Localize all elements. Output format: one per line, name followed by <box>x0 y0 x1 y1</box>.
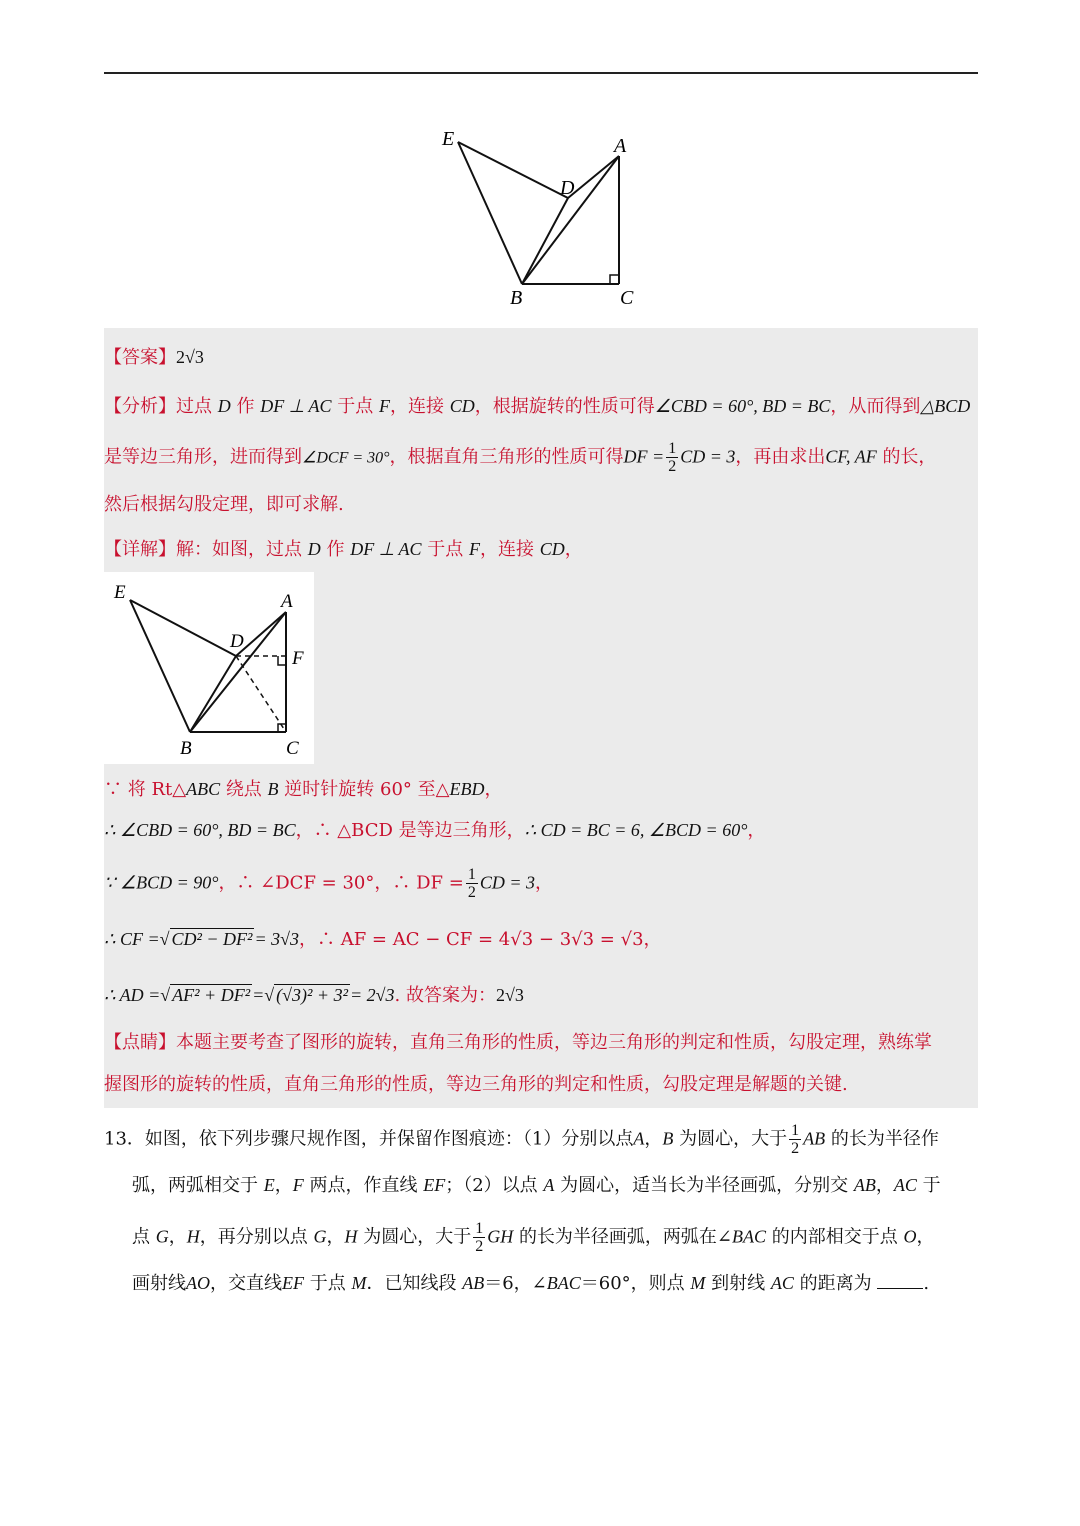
text: ， <box>326 1226 345 1248</box>
math: GH <box>487 1226 514 1247</box>
math: AB <box>803 1128 826 1149</box>
math: F <box>292 1175 304 1195</box>
text: 画射线 <box>132 1273 186 1294</box>
text: ， <box>564 539 583 560</box>
math: EBD <box>449 779 485 799</box>
math: AC <box>893 1175 917 1195</box>
math: B <box>662 1128 674 1149</box>
answer-value: 2√3 <box>176 347 204 367</box>
analysis-line-3: 然后根据勾股定理，即可求解. <box>104 494 344 515</box>
math: G <box>155 1226 169 1247</box>
question-number: 13． <box>104 1128 145 1150</box>
geometry-figure-1 <box>430 120 650 310</box>
text: 逆时针旋转 60° 至△ <box>284 779 450 800</box>
math: H <box>186 1226 200 1247</box>
text: ；（2）以点 <box>445 1175 538 1196</box>
text: 作 <box>236 396 255 417</box>
text: 的内部相交于点 <box>771 1226 898 1248</box>
text: 于点 <box>309 1273 346 1294</box>
text: ， <box>644 1128 663 1150</box>
analysis-line-2 <box>104 440 936 475</box>
math: ∠DCF = 30° <box>302 449 390 467</box>
segment-EB <box>458 142 522 284</box>
math: EF <box>282 1273 304 1293</box>
math: BAC <box>732 1226 767 1247</box>
text: ，∴ DF = <box>374 872 464 894</box>
segment-ED <box>458 142 568 198</box>
text: 两点，作直线 <box>309 1175 418 1196</box>
text: ，∴ AF = AC − CF = 4√3 − 3√3 = √3 <box>298 929 644 950</box>
math: ∴ AD = <box>104 985 161 1005</box>
analysis-line-1 <box>104 393 970 420</box>
header-rule <box>104 72 978 74</box>
text: 的距离为 <box>799 1273 872 1294</box>
text: ，再分别以点 <box>199 1226 308 1248</box>
math: ∴ CD = BC = 6, ∠BCD = 60° <box>524 820 748 840</box>
text: ，∴ △BCD <box>295 820 393 841</box>
detail-step-3 <box>104 866 553 901</box>
math: AO <box>186 1273 210 1293</box>
math: CD <box>539 539 565 559</box>
math: = 3√3 <box>254 929 299 949</box>
math: DF ⊥ AC <box>260 396 332 416</box>
right-angle-mark-F <box>278 656 286 665</box>
sqrt-expression: √ AF² + DF² <box>160 985 251 1005</box>
text: 如图，依下列步骤尺规作图，并保留作图痕迹：（1）分别以点 <box>144 1128 634 1150</box>
math: AC <box>770 1273 794 1293</box>
text: ＝60°，则点 <box>580 1273 685 1294</box>
label-A: A <box>614 135 627 157</box>
math: ABC <box>186 779 221 799</box>
geometry-figure-2-panel <box>104 572 314 764</box>
segment-BD <box>522 198 568 284</box>
text: . 故答案为： <box>394 985 496 1006</box>
label-D: D <box>560 177 575 199</box>
label-B: B <box>180 738 192 759</box>
label-E: E <box>114 582 126 603</box>
math: M <box>690 1273 706 1293</box>
text: 本题主要考查了图形的旋转，直角三角形的性质，等边三角形的判定和性质，勾股定理，熟练掌 <box>176 1032 932 1053</box>
math: = <box>252 985 265 1005</box>
text: 的长为半径作 <box>830 1128 939 1150</box>
math: E <box>263 1175 275 1195</box>
question-13-line-2 <box>132 1172 941 1199</box>
detail-tag: 【详解】 <box>104 539 176 560</box>
text: ＝6，∠ <box>484 1273 547 1294</box>
text: 为圆心，大于 <box>679 1128 788 1150</box>
sqrt-expression: √ CD² − DF² <box>159 929 253 949</box>
text: 是等边三角形， <box>398 820 525 841</box>
text: 到射线 <box>711 1273 766 1294</box>
math: CD <box>449 396 475 416</box>
segment-ED <box>130 600 236 656</box>
text: 的长为半径画弧，两弧在∠ <box>518 1226 733 1248</box>
math: D <box>307 539 321 559</box>
answer-tag: 【答案】 <box>104 347 176 368</box>
text: . <box>923 1273 930 1294</box>
segment-BD <box>190 656 236 732</box>
math: DF ⊥ AC <box>350 539 422 559</box>
analysis-tag: 【分析】 <box>104 396 176 417</box>
text: 是等边三角形，进而得到 <box>104 446 302 468</box>
math: BAC <box>546 1273 581 1293</box>
math: ∵ ∠BCD = 90° <box>104 872 219 893</box>
detail-step-1 <box>104 776 502 803</box>
detail-step-5 <box>104 982 524 1009</box>
text: 点 <box>132 1226 150 1248</box>
label-C: C <box>286 738 299 759</box>
text: ，∴ ∠DCF = 30° <box>218 872 375 894</box>
text: ， <box>168 1226 187 1248</box>
fraction-half: $\frac{1}{2}$ <box>791 1122 800 1157</box>
text: ， <box>747 820 766 841</box>
math: F <box>379 396 391 416</box>
comment-line-2: 握图形的旋转的性质，直角三角形的性质，等边三角形的判定和性质，勾股定理是解题的关键. <box>104 1074 848 1095</box>
math: CD = 3 <box>479 872 535 893</box>
text: ．已知线段 <box>366 1273 457 1294</box>
geometry-figure-2 <box>104 572 314 764</box>
text: ，连接 <box>390 396 445 417</box>
fraction-half: $\frac{1}{2}$ <box>467 866 476 901</box>
text: ， <box>875 1175 894 1196</box>
text: ， <box>916 1226 935 1248</box>
math: G <box>313 1226 327 1247</box>
math: B <box>267 779 279 799</box>
text: 于点 <box>337 396 374 417</box>
segment-EB <box>130 600 190 732</box>
math: A <box>633 1128 645 1149</box>
text: 为圆心，大于 <box>363 1226 472 1248</box>
text: ∵ 将 Rt△ <box>104 779 187 800</box>
question-13-line-1 <box>104 1122 939 1157</box>
text: ， <box>484 779 503 800</box>
math: O <box>903 1226 917 1247</box>
math: DF = <box>623 446 665 467</box>
segment-BA <box>190 612 286 732</box>
math: A <box>543 1175 555 1195</box>
fraction-half: $\frac{1}{2}$ <box>475 1220 484 1255</box>
math: △BCD <box>920 396 971 416</box>
text: 于点 <box>427 539 464 560</box>
text: ，根据旋转的性质可得 <box>474 396 655 417</box>
math: CD = 3 <box>680 446 736 467</box>
math: EF <box>423 1175 446 1195</box>
text: ，根据直角三角形的性质可得 <box>389 446 624 468</box>
text: 解：如图，过点 <box>176 539 302 560</box>
label-F: F <box>292 648 304 669</box>
text: ，再由求出 <box>735 446 826 468</box>
answer-line <box>104 344 204 371</box>
label-A: A <box>281 591 293 612</box>
math: M <box>351 1273 367 1293</box>
label-E: E <box>442 128 455 150</box>
detail-step-4 <box>104 926 662 953</box>
answer-blank[interactable] <box>877 1270 923 1289</box>
text: ，交直线 <box>210 1273 282 1294</box>
math: = 2√3 <box>349 985 395 1005</box>
math: ∴ CF = <box>104 929 160 949</box>
text: 绕点 <box>225 779 262 800</box>
detail-intro <box>104 536 583 563</box>
math: D <box>217 396 231 416</box>
text: ，从而得到 <box>830 396 921 417</box>
text: 弧，两弧相交于 <box>132 1175 258 1196</box>
text: 作 <box>326 539 345 560</box>
detail-step-2 <box>104 817 765 844</box>
text: ， <box>643 929 662 950</box>
label-D: D <box>230 631 244 652</box>
right-angle-mark <box>610 275 619 284</box>
math: H <box>344 1226 358 1247</box>
text: 的长， <box>882 446 937 468</box>
text: 过点 <box>176 396 212 417</box>
sqrt-expression: √ (√3)² + 3² <box>264 985 348 1005</box>
question-13-line-3 <box>132 1220 935 1255</box>
segment-DC-dashed <box>236 656 286 732</box>
fraction-half: $\frac{1}{2}$ <box>668 440 677 475</box>
text: ，连接 <box>480 539 535 560</box>
question-13-line-4 <box>132 1270 929 1297</box>
label-B: B <box>510 287 523 309</box>
text: 于 <box>922 1175 941 1196</box>
math: F <box>469 539 481 559</box>
math: CF, AF <box>825 446 877 467</box>
math: ∠CBD = 60°, BD = BC <box>654 396 831 416</box>
math: AB <box>462 1273 485 1293</box>
final-answer: 2√3 <box>495 985 524 1005</box>
comment-line-1 <box>104 1030 932 1056</box>
label-C: C <box>620 287 634 309</box>
text: 为圆心，适当长为半径画弧，分别交 <box>560 1175 849 1196</box>
segment-DA <box>568 156 619 198</box>
text: ， <box>274 1175 293 1196</box>
segment-BA <box>522 156 619 284</box>
text: ， <box>534 872 553 894</box>
comment-tag: 【点睛】 <box>104 1032 176 1053</box>
math: AB <box>853 1175 876 1195</box>
math: ∴ ∠CBD = 60°, BD = BC <box>104 820 296 840</box>
